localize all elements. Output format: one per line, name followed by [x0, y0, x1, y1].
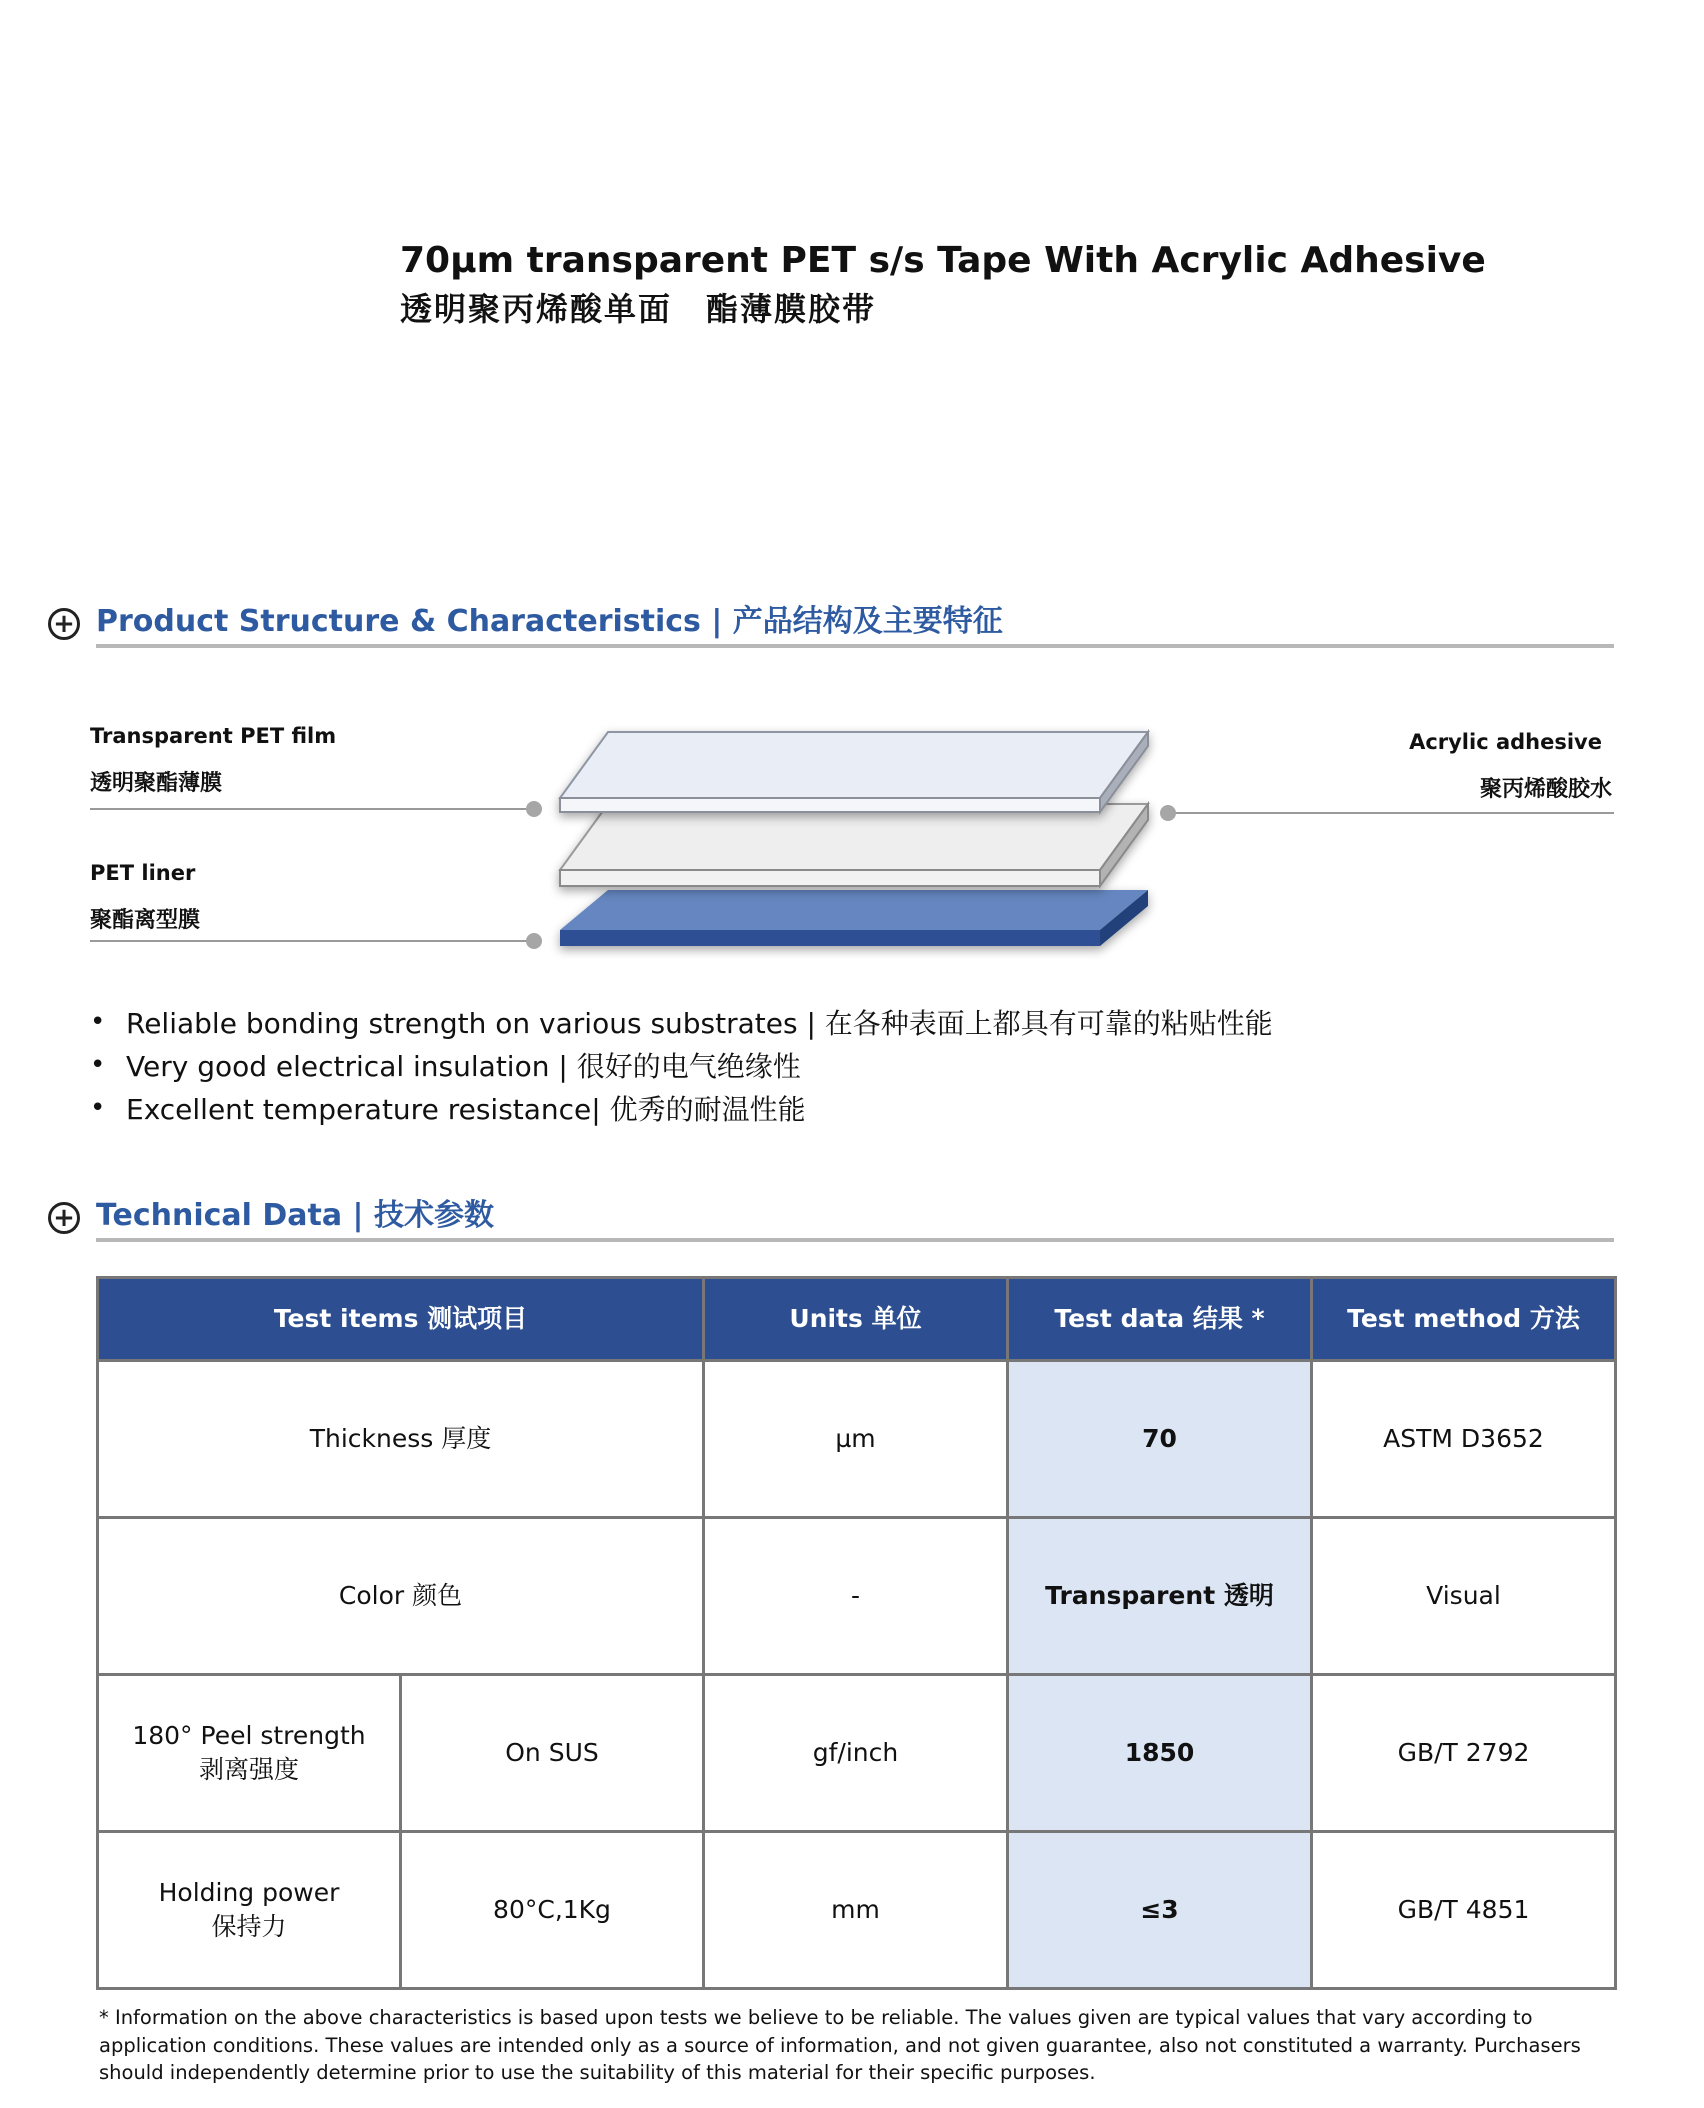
bullet-marker: • [90, 1049, 106, 1080]
label-acrylic-adhesive-cn: 聚丙烯酸胶水 [1479, 777, 1612, 802]
technical-data-table [96, 1276, 1617, 1990]
table-row [98, 1832, 1616, 1989]
table-row [98, 1675, 1616, 1832]
cell-item [98, 1675, 401, 1832]
section-title-structure: Product Structure & Characteristics | 产品结构及主要特征 [96, 604, 1003, 639]
leader-line-liner [90, 940, 532, 942]
feature-text: Reliable bonding strength on various substrates | 在各种表面上都具有可靠的粘贴性能 [126, 1006, 1273, 1040]
cell-value: ≤3 [1008, 1832, 1312, 1989]
cell-item: Color 颜色 [98, 1518, 704, 1675]
adhesive-layer [560, 804, 1148, 886]
label-acrylic-adhesive: Acrylic adhesive [1409, 730, 1602, 754]
cell-unit: mm [704, 1832, 1008, 1989]
cell-method: GB/T 2792 [1312, 1675, 1616, 1832]
cell-value: 70 [1008, 1361, 1312, 1518]
header-test-method: Test method 方法 [1312, 1278, 1616, 1361]
bullet-marker: • [90, 1092, 106, 1123]
cell-item-en: 180° Peel strength [132, 1721, 366, 1751]
plus-circle-icon: + [48, 608, 80, 640]
cell-method: Visual [1312, 1518, 1616, 1675]
cell-unit: - [704, 1518, 1008, 1675]
cell-condition: On SUS [401, 1675, 704, 1832]
cell-value: 1850 [1008, 1675, 1312, 1832]
list-item [90, 1000, 1273, 1043]
header-test-items: Test items 测试项目 [98, 1278, 704, 1361]
header-test-data: Test data 结果 * [1008, 1278, 1312, 1361]
cell-unit: gf/inch [704, 1675, 1008, 1832]
cell-value: Transparent 透明 [1008, 1518, 1312, 1675]
feature-list [90, 1000, 1273, 1129]
label-pet-liner: PET liner [90, 861, 196, 885]
cell-method: ASTM D3652 [1312, 1361, 1616, 1518]
bullet-marker: • [90, 1006, 106, 1037]
disclaimer-footnote: * Information on the above characteristics is based upon tests we believe to be reliable. The values given are typical values that vary according to application conditions. These values are intended only as a source of information, and not given guarantee, also not constituted a warranty. Purchasers should independently determine prior to use the suitability of this material for their specific purposes. [99, 2006, 1581, 2084]
leader-line-adhesive [1168, 812, 1614, 814]
label-pet-film-cn: 透明聚酯薄膜 [90, 771, 223, 796]
list-item [90, 1086, 1273, 1129]
plus-circle-icon: + [48, 1202, 80, 1234]
cell-item-en: Holding power [158, 1878, 340, 1908]
liner-layer [560, 890, 1148, 946]
pet-film-layer [560, 732, 1148, 812]
document-title-cn: 透明聚丙烯酸单面 酯薄膜胶带 [400, 290, 877, 328]
layer-structure-diagram [540, 720, 1180, 960]
cell-item-cn: 保持力 [211, 1912, 287, 1941]
cell-method: GB/T 4851 [1312, 1832, 1616, 1989]
section-divider [96, 1238, 1614, 1242]
feature-text: Very good electrical insulation | 很好的电气绝缘性 [126, 1049, 801, 1083]
section-divider [96, 644, 1614, 648]
label-pet-liner-cn: 聚酯离型膜 [90, 908, 201, 933]
cell-item-cn: 剥离强度 [198, 1755, 299, 1784]
cell-unit: µm [704, 1361, 1008, 1518]
cell-item [98, 1832, 401, 1989]
feature-text: Excellent temperature resistance| 优秀的耐温性能 [126, 1092, 806, 1126]
list-item [90, 1043, 1273, 1086]
document-title: 70µm transparent PET s/s Tape With Acrylic Adhesive [400, 240, 1486, 281]
leader-line-film [90, 808, 532, 810]
cell-condition: 80°C,1Kg [401, 1832, 704, 1989]
table-row [98, 1361, 1616, 1518]
table-row [98, 1518, 1616, 1675]
header-units: Units 单位 [704, 1278, 1008, 1361]
cell-item: Thickness 厚度 [98, 1361, 704, 1518]
label-pet-film: Transparent PET film [90, 724, 337, 748]
section-title-technical: Technical Data | 技术参数 [96, 1198, 494, 1233]
